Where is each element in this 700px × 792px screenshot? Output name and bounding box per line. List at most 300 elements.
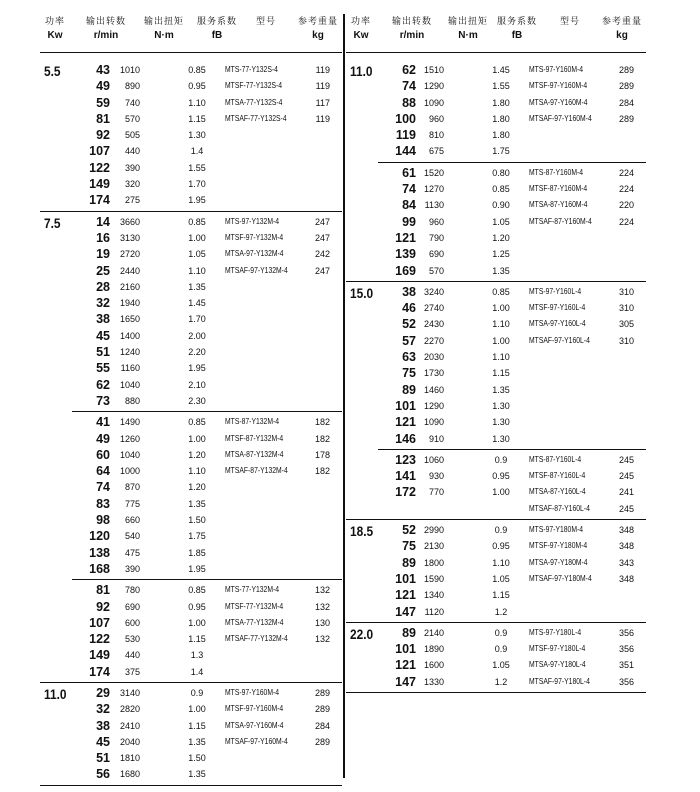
table-row [72, 631, 342, 647]
table-row [40, 766, 342, 782]
header-service-zh: 服务系数 [496, 17, 537, 27]
torque-cell: 1590 [423, 573, 444, 584]
table-row [346, 284, 646, 300]
rpm-cell: 101 [395, 398, 416, 413]
header-weight [596, 16, 648, 42]
service-factor-cell: 1.05 [492, 573, 510, 584]
model-cell: MTSAF-97-Y180M-4 [529, 573, 592, 583]
service-factor-cell: 0.85 [492, 184, 510, 195]
service-factor-cell: 1.20 [188, 482, 206, 493]
table-row [346, 522, 646, 538]
rpm-cell: 123 [395, 452, 416, 467]
weight-cell: 224 [618, 216, 634, 227]
power-group [346, 520, 646, 623]
model-block [40, 685, 342, 783]
torque-cell: 1330 [423, 676, 444, 687]
rpm-cell: 62 [402, 63, 416, 77]
table-row [40, 377, 342, 393]
rpm-cell: 122 [89, 160, 110, 175]
service-factor-cell: 1.75 [188, 531, 206, 542]
service-factor-cell: 1.70 [188, 179, 206, 190]
service-factor-cell: 1.05 [492, 660, 510, 671]
rpm-cell: 149 [89, 177, 110, 192]
weight-cell: 351 [618, 660, 634, 671]
service-factor-cell: 1.55 [492, 81, 510, 92]
weight-cell: 220 [618, 200, 634, 211]
model-block [40, 62, 342, 209]
service-factor-cell: 1.25 [492, 249, 510, 260]
rpm-cell: 25 [96, 263, 110, 278]
service-factor-cell: 1.20 [188, 449, 206, 460]
model-cell: MTSAF-77-Y132M-4 [225, 634, 288, 644]
weight-cell: 182 [314, 466, 330, 477]
service-factor-cell: 1.05 [188, 249, 206, 260]
rpm-cell: 89 [402, 382, 416, 397]
weight-cell: 356 [618, 627, 634, 638]
service-factor-cell: 1.95 [188, 195, 206, 206]
model-cell: MTSAF-77-Y132S-4 [225, 113, 287, 123]
weight-cell: 289 [314, 687, 330, 698]
torque-cell: 3130 [119, 232, 140, 243]
power-group [346, 623, 646, 693]
rpm-cell: 63 [402, 350, 416, 365]
table-row [72, 582, 342, 598]
service-factor-cell: 0.85 [188, 65, 206, 75]
model-cell: MTSA-77-Y132S-4 [225, 97, 283, 107]
service-factor-cell: 1.10 [492, 319, 510, 330]
table-row [40, 230, 342, 246]
model-cell: MTS-77-Y132M-4 [225, 585, 280, 595]
table-row [346, 333, 646, 349]
torque-cell: 1060 [423, 454, 444, 465]
service-factor-cell: 0.95 [188, 601, 206, 612]
service-factor-cell: 1.95 [188, 363, 206, 374]
torque-cell: 960 [428, 216, 444, 227]
service-factor-cell: 1.15 [492, 590, 510, 601]
weight-cell: 289 [314, 704, 330, 715]
weight-cell: 343 [618, 557, 634, 568]
rpm-cell: 89 [402, 555, 416, 570]
weight-cell: 348 [618, 541, 634, 552]
table-row [346, 571, 646, 587]
table-row [346, 587, 646, 603]
service-factor-cell: 1.50 [188, 515, 206, 526]
torque-cell: 540 [124, 531, 140, 542]
service-factor-cell: 1.00 [188, 617, 206, 628]
service-factor-cell: 1.35 [188, 281, 206, 292]
header-torque [440, 16, 496, 42]
service-factor-cell: 1.35 [188, 498, 206, 509]
torque-cell: 960 [428, 113, 444, 124]
rpm-cell: 120 [89, 529, 110, 544]
service-factor-cell: 1.10 [188, 466, 206, 477]
table-row [378, 197, 646, 213]
header-service-unit: fB [511, 30, 523, 41]
torque-cell: 1340 [423, 590, 444, 601]
header-torque-unit: N·m [154, 30, 174, 41]
header-service [490, 16, 544, 42]
table-row [40, 360, 342, 376]
torque-cell: 2040 [119, 736, 140, 747]
model-cell: MTS-97-Y132M-4 [225, 216, 280, 226]
table-row [346, 365, 646, 381]
service-factor-cell: 1.00 [492, 335, 510, 346]
rpm-cell: 81 [96, 583, 110, 598]
weight-cell: 289 [618, 81, 634, 92]
torque-cell: 690 [428, 249, 444, 260]
rpm-cell: 144 [395, 144, 416, 159]
header-service [190, 16, 244, 42]
table-row [378, 468, 646, 484]
rpm-cell: 121 [395, 588, 416, 603]
header-rpm [384, 16, 440, 42]
table-row [40, 718, 342, 734]
table-row [346, 641, 646, 657]
header-model-zh: 型号 [559, 17, 580, 27]
model-block [72, 411, 342, 577]
rpm-cell: 92 [96, 128, 110, 143]
service-factor-cell: 2.00 [188, 330, 206, 341]
rpm-cell: 169 [395, 263, 416, 278]
right-table [346, 14, 646, 693]
torque-cell: 1040 [119, 449, 140, 460]
table-row [40, 78, 342, 94]
weight-cell: 310 [618, 335, 634, 346]
service-factor-cell: 1.45 [188, 298, 206, 309]
rpm-cell: 121 [395, 415, 416, 430]
rpm-cell: 100 [395, 111, 416, 126]
weight-cell: 117 [315, 97, 330, 108]
service-factor-cell: 1.80 [492, 97, 510, 108]
service-factor-cell: 2.20 [188, 347, 206, 358]
torque-cell: 3140 [119, 687, 140, 698]
service-factor-cell: 1.85 [188, 547, 206, 558]
column-divider [343, 14, 345, 778]
table-row [72, 647, 342, 663]
weight-cell: 182 [314, 433, 330, 444]
header-service-unit: fB [211, 30, 223, 41]
service-factor-cell: 0.95 [492, 541, 510, 552]
service-factor-cell: 0.9 [494, 644, 508, 655]
table-row [72, 512, 342, 528]
table-row [346, 127, 646, 143]
torque-cell: 1510 [423, 65, 444, 75]
table-row [40, 214, 342, 230]
header-power-zh: 功率 [350, 17, 371, 27]
rpm-cell: 99 [402, 214, 416, 229]
service-factor-cell: 1.10 [492, 352, 510, 363]
right-table-body [346, 53, 646, 693]
weight-cell: 284 [314, 720, 330, 731]
service-factor-cell: 1.15 [492, 368, 510, 379]
service-factor-cell: 1.3 [190, 650, 204, 661]
rpm-cell: 141 [395, 469, 416, 484]
service-factor-cell: 1.95 [188, 563, 206, 574]
weight-cell: 241 [618, 487, 634, 498]
model-block [346, 522, 646, 620]
rpm-cell: 51 [96, 751, 110, 766]
model-block [346, 284, 646, 447]
rpm-cell: 45 [96, 734, 110, 749]
torque-cell: 1130 [424, 200, 444, 211]
torque-cell: 1490 [119, 417, 140, 428]
service-factor-cell: 0.85 [188, 417, 206, 428]
weight-cell: 356 [618, 644, 634, 655]
torque-cell: 780 [124, 585, 140, 596]
header-power [346, 16, 376, 42]
model-cell: MTSA-97-Y160M-4 [225, 720, 284, 730]
torque-cell: 1260 [119, 433, 140, 444]
power-label: 7.5 [44, 214, 61, 231]
model-cell: MTS-97-Y160M-4 [225, 687, 280, 697]
table-row [40, 311, 342, 327]
torque-cell: 1290 [423, 400, 444, 411]
rpm-cell: 73 [96, 393, 110, 408]
weight-cell: 132 [314, 585, 330, 596]
service-factor-cell: 1.4 [190, 666, 204, 677]
table-row [346, 78, 646, 94]
power-label: 11.0 [44, 685, 67, 702]
model-cell: MTSF-77-Y132M-4 [225, 601, 284, 611]
rpm-cell: 43 [96, 63, 110, 77]
header-weight-unit: kg [616, 30, 628, 41]
table-row [40, 176, 342, 192]
header-rpm-unit: r/min [399, 30, 425, 41]
table-row [346, 349, 646, 365]
rpm-cell: 101 [395, 642, 416, 657]
table-row [40, 685, 342, 701]
table-row [72, 545, 342, 561]
torque-cell: 2140 [423, 627, 444, 638]
header-power-unit: Kw [47, 30, 63, 41]
torque-cell: 600 [124, 617, 140, 628]
model-cell: MTSAF-97-Y160M-4 [225, 736, 288, 746]
service-factor-cell: 0.85 [492, 286, 510, 297]
rpm-cell: 61 [402, 165, 416, 180]
torque-cell: 2990 [423, 525, 444, 536]
service-factor-cell: 1.35 [188, 769, 206, 780]
table-row [346, 398, 646, 414]
model-cell: MTSF-87-Y132M-4 [225, 433, 284, 443]
torque-cell: 570 [124, 113, 140, 124]
header-model [240, 16, 292, 28]
torque-cell: 390 [124, 563, 140, 574]
table-row [346, 111, 646, 127]
right-header [346, 14, 646, 53]
table-row [72, 414, 342, 430]
service-factor-cell: 0.85 [188, 585, 206, 596]
table-row [40, 701, 342, 717]
torque-cell: 1650 [119, 314, 140, 325]
torque-cell: 790 [428, 232, 444, 243]
model-cell: MTSA-97-Y180M-4 [529, 557, 588, 567]
service-factor-cell: 1.45 [492, 65, 510, 75]
model-cell: MTSF-97-Y160M-4 [225, 704, 284, 714]
rpm-cell: 16 [96, 230, 110, 245]
torque-cell: 2430 [423, 319, 444, 330]
service-factor-cell: 1.80 [492, 113, 510, 124]
table-row [40, 127, 342, 143]
table-row [40, 143, 342, 159]
table-row [40, 295, 342, 311]
model-cell: MTSA-97-Y160L-4 [529, 319, 586, 329]
model-cell: MTSAF-97-Y132M-4 [225, 265, 288, 275]
model-cell: MTSF-97-Y160L-4 [529, 303, 586, 313]
torque-cell: 2820 [119, 704, 140, 715]
weight-cell: 130 [314, 617, 330, 628]
service-factor-cell: 1.30 [188, 130, 206, 141]
torque-cell: 660 [124, 515, 140, 526]
header-power-unit: Kw [353, 30, 369, 41]
model-cell: MTS-77-Y132S-4 [225, 65, 278, 74]
weight-cell: 247 [314, 232, 330, 243]
rpm-cell: 146 [395, 431, 416, 446]
torque-cell: 570 [428, 265, 444, 276]
service-factor-cell: 1.05 [492, 216, 510, 227]
table-row [346, 538, 646, 554]
weight-cell: 245 [618, 454, 634, 465]
power-group [346, 282, 646, 520]
model-cell: MTS-87-Y160M-4 [529, 167, 584, 177]
table-row [40, 263, 342, 279]
table-row [378, 230, 646, 246]
rpm-cell: 28 [96, 279, 110, 294]
torque-cell: 870 [124, 482, 140, 493]
rpm-cell: 149 [89, 648, 110, 663]
service-factor-cell: 1.00 [188, 433, 206, 444]
torque-cell: 690 [124, 601, 140, 612]
torque-cell: 390 [124, 162, 140, 173]
rpm-cell: 84 [402, 198, 416, 213]
table-row [346, 143, 646, 159]
service-factor-cell: 1.35 [188, 736, 206, 747]
rpm-cell: 38 [96, 312, 110, 327]
header-weight [292, 16, 344, 42]
table-row [378, 214, 646, 230]
weight-cell: 348 [618, 525, 634, 536]
service-factor-cell: 2.10 [188, 379, 206, 390]
rpm-cell: 122 [89, 632, 110, 647]
torque-cell: 1940 [119, 298, 140, 309]
rpm-cell: 74 [402, 79, 416, 94]
rpm-cell: 14 [96, 214, 110, 229]
weight-cell: 310 [618, 286, 634, 297]
torque-cell: 2720 [119, 249, 140, 260]
torque-cell: 910 [428, 433, 444, 444]
table-row [346, 657, 646, 673]
model-block [378, 162, 646, 279]
torque-cell: 2030 [423, 352, 444, 363]
weight-cell: 245 [618, 471, 634, 482]
service-factor-cell: 0.9 [494, 627, 508, 638]
table-row [346, 62, 646, 78]
torque-cell: 1730 [423, 368, 444, 379]
header-weight-unit: kg [312, 30, 324, 41]
torque-cell: 505 [124, 130, 140, 141]
table-row [72, 447, 342, 463]
model-cell: MTS-87-Y132M-4 [225, 417, 280, 427]
rpm-cell: 147 [395, 674, 416, 689]
table-row [378, 484, 646, 500]
torque-cell: 475 [124, 547, 140, 558]
torque-cell: 2410 [119, 720, 140, 731]
weight-cell: 289 [618, 113, 634, 124]
rpm-cell: 32 [96, 702, 110, 717]
service-factor-cell: 1.10 [188, 97, 206, 108]
model-cell: MTSAF-97-Y160M-4 [529, 113, 592, 123]
weight-cell: 119 [315, 113, 330, 124]
rpm-cell: 121 [395, 658, 416, 673]
model-cell: MTSA-97-Y160M-4 [529, 97, 588, 107]
weight-cell: 284 [618, 97, 634, 108]
model-block [72, 579, 342, 680]
model-cell: MTSAF-87-Y132M-4 [225, 466, 288, 476]
power-label: 18.5 [350, 523, 374, 540]
rpm-cell: 88 [402, 95, 416, 110]
table-row [40, 160, 342, 176]
header-torque-unit: N·m [458, 30, 478, 41]
service-factor-cell: 1.55 [188, 162, 206, 173]
header-power [40, 16, 70, 42]
torque-cell: 1010 [119, 65, 140, 75]
service-factor-cell: 1.30 [492, 400, 510, 411]
rpm-cell: 64 [96, 464, 110, 479]
service-factor-cell: 1.00 [492, 303, 510, 314]
model-cell: MTSA-97-Y180L-4 [529, 660, 586, 670]
model-cell: MTSF-97-Y180M-4 [529, 541, 588, 551]
rpm-cell: 83 [96, 496, 110, 511]
rpm-cell: 38 [96, 718, 110, 733]
header-rpm-unit: r/min [93, 30, 119, 41]
table-row [40, 750, 342, 766]
torque-cell: 740 [124, 97, 140, 108]
table-row [346, 300, 646, 316]
weight-cell: 132 [314, 601, 330, 612]
torque-cell: 2130 [423, 541, 444, 552]
model-cell: MTSA-87-Y160M-4 [529, 200, 588, 210]
table-row [378, 263, 646, 279]
rpm-cell: 49 [96, 79, 110, 94]
torque-cell: 1890 [423, 644, 444, 655]
left-header [40, 14, 342, 53]
rpm-cell: 98 [96, 513, 110, 528]
header-weight-zh: 参考重量 [601, 17, 642, 27]
model-cell: MTSF-77-Y132S-4 [225, 81, 283, 91]
rpm-cell: 172 [395, 485, 416, 500]
service-factor-cell: 0.85 [188, 216, 206, 227]
weight-cell: 247 [314, 216, 330, 227]
weight-cell: 119 [315, 65, 330, 75]
torque-cell: 3660 [119, 216, 140, 227]
header-torque-zh: 输出扭矩 [447, 17, 488, 27]
header-rpm-zh: 输出转数 [391, 17, 432, 27]
torque-cell: 440 [124, 650, 140, 661]
weight-cell: 247 [314, 265, 330, 276]
rpm-cell: 138 [89, 545, 110, 560]
rpm-cell: 45 [96, 328, 110, 343]
rpm-cell: 89 [402, 625, 416, 640]
table-row [72, 664, 342, 680]
model-cell: MTSF-97-Y160M-4 [529, 81, 588, 91]
service-factor-cell: 1.10 [492, 557, 510, 568]
model-cell: MTSA-77-Y132M-4 [225, 617, 284, 627]
service-factor-cell: 1.15 [188, 720, 206, 731]
table-row [346, 604, 646, 620]
model-cell: MTS-97-Y160L-4 [529, 286, 582, 296]
rpm-cell: 38 [402, 284, 416, 299]
weight-cell: 119 [315, 81, 330, 92]
rpm-cell: 101 [395, 571, 416, 586]
